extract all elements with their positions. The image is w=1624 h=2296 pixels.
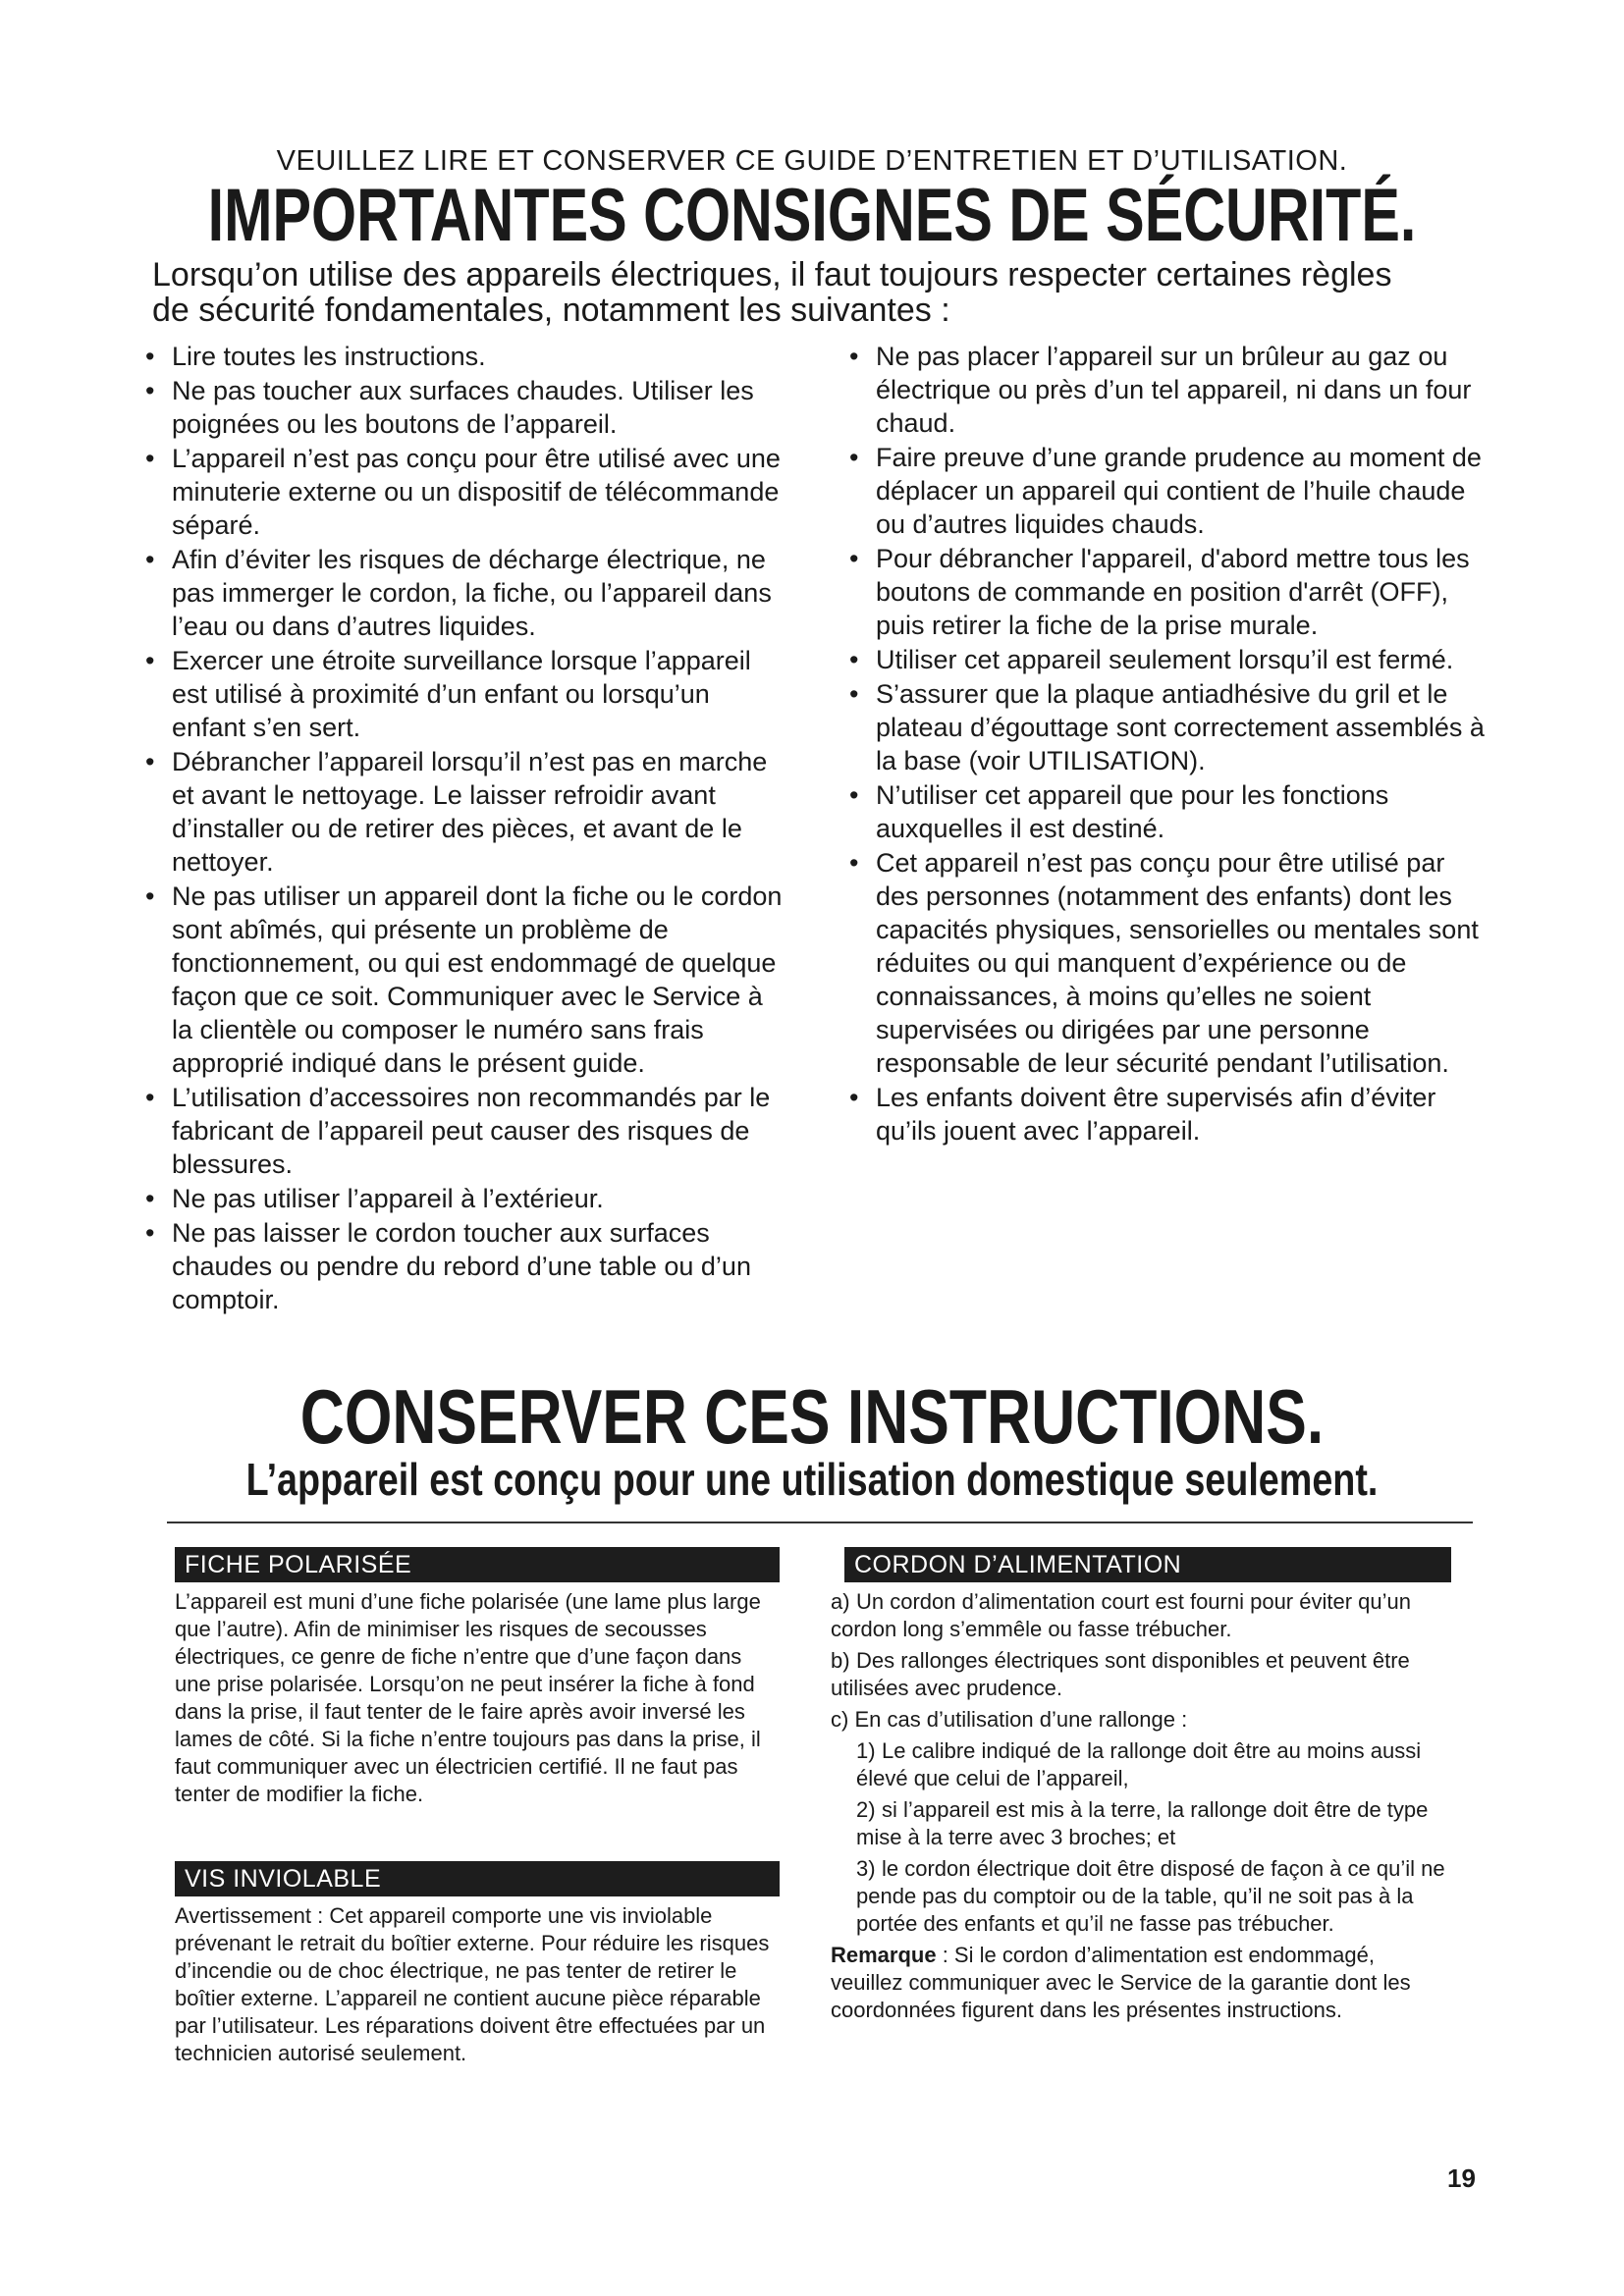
- bullet-icon: •: [145, 1184, 155, 1213]
- power-cord-heading: CORDON D’ALIMENTATION: [844, 1547, 1451, 1582]
- bullet-icon: •: [145, 1218, 155, 1248]
- safety-item: • L’utilisation d’accessoires non recommandés par le fabricant de l’appareil peut causer des risques de blessures.: [145, 1083, 771, 1179]
- cord-item-b: b) Des rallonges électriques sont disponibles et peuvent être utilisées avec prudence.: [831, 1648, 1410, 1700]
- tamper-screw-heading: VIS INVIOLABLE: [175, 1861, 780, 1896]
- bullet-icon: •: [849, 342, 859, 371]
- safety-item: • N’utiliser cet appareil que pour les fonctions auxquelles il est destiné.: [849, 780, 1389, 843]
- safety-item: • S’assurer que la plaque antiadhésive du gril et le plateau d’égouttage sont correctement assemblés à la base (voir UTILISATION).: [849, 679, 1485, 775]
- polarized-plug-section: [175, 1588, 780, 1808]
- safety-item: • Ne pas placer l’appareil sur un brûleur au gaz ou électrique ou près d’un tel appareil, ni dans un four chaud.: [849, 342, 1472, 438]
- safety-item: • Débrancher l’appareil lorsqu’il n’est pas en marche et avant le nettoyage. Le laisser refroidir avant d’installer ou de retirer des pièces, et avant de le nettoyer.: [145, 747, 768, 877]
- bullet-icon: •: [849, 443, 859, 472]
- safety-item: • Les enfants doivent être supervisés afin d’éviter qu’ils jouent avec l’appareil.: [849, 1083, 1436, 1146]
- safety-item: • Faire preuve d’une grande prudence au moment de déplacer un appareil qui contient de l’huile chaude ou d’autres liquides chauds.: [849, 443, 1482, 539]
- intro-paragraph: Lorsqu’on utilise des appareils électriques, il faut toujours respecter certaines règles de sécurité fondamentales, notamment les suivantes :: [152, 256, 1392, 329]
- save-instructions-title: CONSERVER CES INSTRUCTIONS.: [299, 1373, 1325, 1460]
- tamper-screw-section: [175, 1902, 780, 2067]
- safety-item: • Ne pas utiliser un appareil dont la fiche ou le cordon sont abîmés, qui présente un problème de fonctionnement, ou qui est endommagé de quelque façon que ce soit. Communiquer avec le Service à la clientèle ou composer le numéro sans frais approprié indiqué dans le présent guide.: [145, 881, 783, 1078]
- read-and-keep-notice: VEUILLEZ LIRE ET CONSERVER CE GUIDE D’ENTRETIEN ET D’UTILISATION.: [276, 145, 1348, 177]
- safety-item: • Utiliser cet appareil seulement lorsqu’il est fermé.: [849, 645, 1454, 674]
- polarized-plug-heading: FICHE POLARISÉE: [175, 1547, 780, 1582]
- power-cord-list: [831, 1588, 1451, 1938]
- cord-item-c2: 2) si l’appareil est mis à la terre, la rallonge doit être de type mise à la terre avec 3 broches; et: [856, 1797, 1429, 1849]
- safety-item: • Lire toutes les instructions.: [145, 342, 486, 371]
- bullet-icon: •: [145, 342, 155, 371]
- safety-item: • Ne pas utiliser l’appareil à l’extérieur.: [145, 1184, 604, 1213]
- bullet-icon: •: [849, 780, 859, 810]
- safety-item: • L’appareil n’est pas conçu pour être utilisé avec une minuterie externe ou un dispositif de télécommande séparé.: [145, 444, 781, 540]
- safety-item: • Ne pas laisser le cordon toucher aux surfaces chaudes ou pendre du rebord d’une table ou d’un comptoir.: [145, 1218, 751, 1314]
- safety-item: • Cet appareil n’est pas conçu pour être utilisé par des personnes (notamment des enfants) dont les capacités physiques, sensorielles ou mentales sont réduites ou qui manquent d’expérience ou de connaissances, à moins qu’elles ne soient supervisées ou dirigées par une personne responsable de leur sécurité pendant l’utilisation.: [849, 848, 1479, 1078]
- polarized-plug-text: L’appareil est muni d’une fiche polarisée (une lame plus large que l’autre). Afin de minimiser les risques de secousses électriques, ce genre de fiche n’entre que d’une façon dans une prise polarisée. Lorsqu’on ne peut insérer la fiche à fond dans la prise, il faut tenter de le faire après avoir inversé les lames de côté. Si la fiche n’entre toujours pas dans la prise, il faut communiquer avec un électricien certifié. Il ne faut pas tenter de modifier la fiche.: [175, 1589, 761, 1806]
- cord-remark: [831, 1942, 1451, 2024]
- cord-item-c1: 1) Le calibre indiqué de la rallonge doit être au moins aussi élevé que celui de l’appareil,: [856, 1738, 1422, 1790]
- bullet-icon: •: [849, 544, 859, 573]
- bullet-icon: •: [849, 645, 859, 674]
- bullet-icon: •: [145, 444, 155, 473]
- household-use-subtitle: L’appareil est conçu pour une utilisation domestique seulement.: [245, 1454, 1379, 1505]
- bullet-icon: •: [145, 1083, 155, 1112]
- page-title: IMPORTANTES CONSIGNES DE SÉCURITÉ.: [207, 174, 1417, 257]
- cord-item-a: a) Un cordon d’alimentation court est fourni pour éviter qu’un cordon long s’emmêle ou fasse trébucher.: [831, 1589, 1411, 1641]
- safety-item: • Pour débrancher l'appareil, d'abord mettre tous les boutons de commande en position d'arrêt (OFF), puis retirer la fiche de la prise murale.: [849, 544, 1470, 640]
- bullet-icon: •: [145, 376, 155, 405]
- safety-item: • Ne pas toucher aux surfaces chaudes. Utiliser les poignées ou les boutons de l’appareil.: [145, 376, 754, 439]
- bullet-icon: •: [145, 646, 155, 675]
- page-number: 19: [1447, 2163, 1476, 2193]
- safety-item: • Afin d’éviter les risques de décharge électrique, ne pas immerger le cordon, la fiche, ou l’appareil dans l’eau ou dans d’autres liquides.: [145, 545, 772, 641]
- remark-label: Remarque: [831, 1943, 937, 1967]
- bullet-icon: •: [145, 881, 155, 911]
- bullet-icon: •: [145, 545, 155, 574]
- safety-list-left: [142, 340, 790, 1317]
- section-divider: [167, 1522, 1473, 1523]
- safety-list-right: [846, 340, 1494, 1148]
- cord-item-c: c) En cas d’utilisation d’une rallonge :: [831, 1707, 1188, 1732]
- power-cord-section: [831, 1588, 1451, 2024]
- bullet-icon: •: [849, 1083, 859, 1112]
- bullet-icon: •: [849, 679, 859, 709]
- cord-item-c3: 3) le cordon électrique doit être disposé de façon à ce qu’il ne pende pas du comptoir ou de la table, qu’il ne soit pas à la portée des enfants et qu’il ne fasse pas trébucher.: [856, 1856, 1445, 1936]
- bullet-icon: •: [849, 848, 859, 878]
- remark-text: : Si le cordon d’alimentation est endommagé, veuillez communiquer avec le Service de la garantie dont les coordonnées figurent dans les présentes instructions.: [831, 1943, 1411, 2022]
- tamper-screw-text: Avertissement : Cet appareil comporte une vis inviolable prévenant le retrait du boîtier externe. Pour réduire les risques d’incendie ou de choc électrique, ne pas tenter de retirer le boîtier externe. L’appareil ne contient aucune pièce réparable par l’utilisateur. Les réparations doivent être effectuées par un technicien autorisé seulement.: [175, 1903, 770, 2065]
- bullet-icon: •: [145, 747, 155, 776]
- safety-item: • Exercer une étroite surveillance lorsque l’appareil est utilisé à proximité d’un enfant ou lorsqu’un enfant s’en sert.: [145, 646, 751, 742]
